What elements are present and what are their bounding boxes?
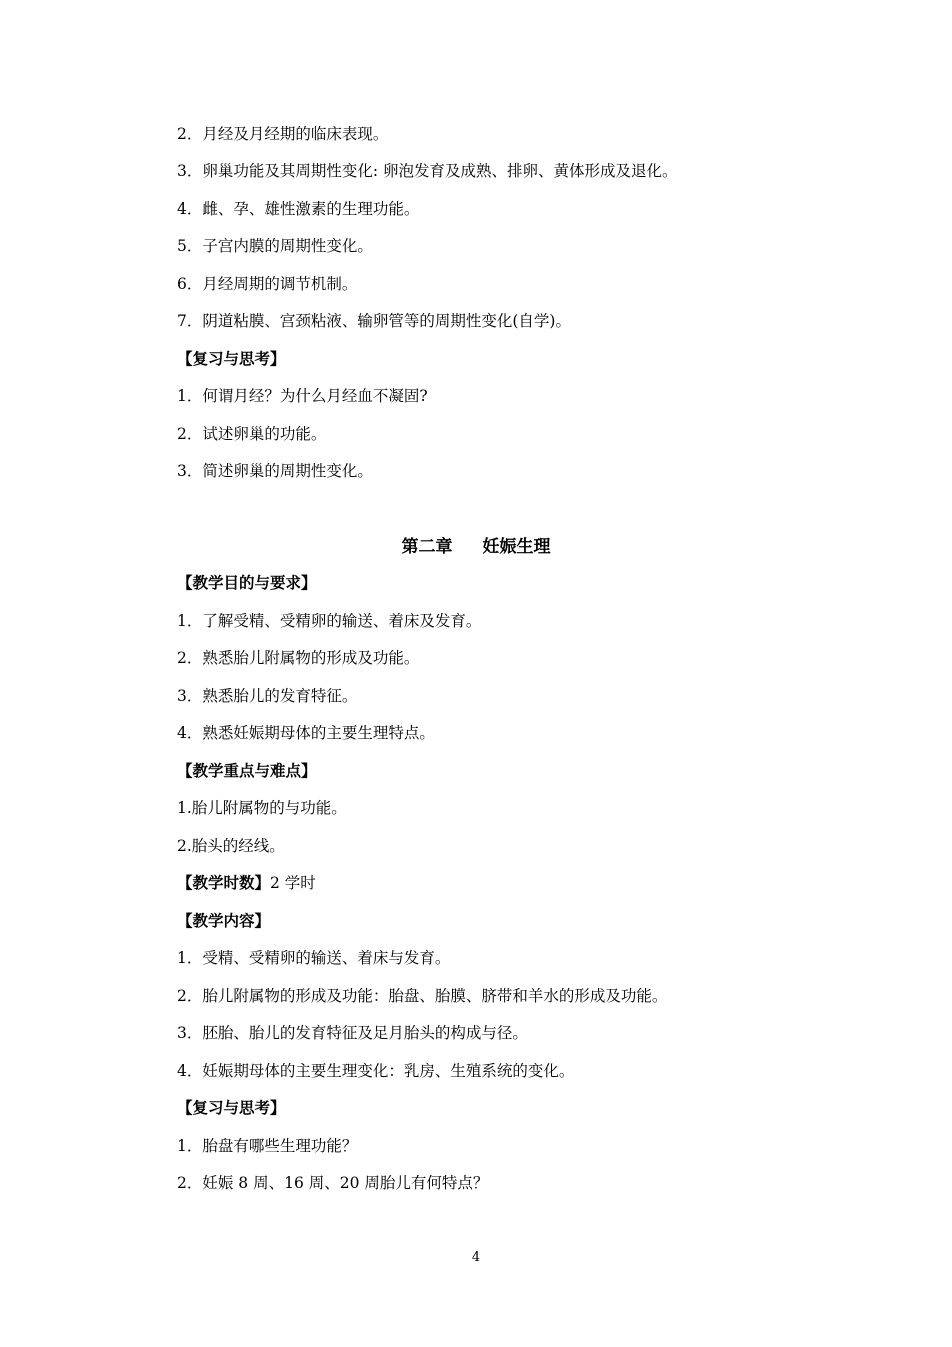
list-item: 3．胚胎、胎儿的发育特征及足月胎头的构成与径。 (177, 1024, 528, 1042)
objectives-heading: 【教学目的与要求】 (177, 573, 317, 592)
list-item: 2．胎儿附属物的形成及功能：胎盘、胎膜、脐带和羊水的形成及功能。 (177, 987, 668, 1005)
list-item: 3．简述卵巢的周期性变化。 (177, 462, 373, 480)
list-item: 3．卵巢功能及其周期性变化: 卵泡发育及成熟、排卵、黄体形成及退化。 (177, 162, 678, 180)
list-item: 7．阴道粘膜、宫颈粘液、输卵管等的周期性变化(自学)。 (177, 312, 571, 330)
content-heading: 【教学内容】 (177, 911, 271, 930)
list-item: 5．子宫内膜的周期性变化。 (177, 237, 373, 255)
chapter-title (0, 536, 952, 558)
review-heading: 【复习与思考】 (177, 1098, 286, 1117)
list-item: 4．雌、孕、雄性激素的生理功能。 (177, 200, 420, 218)
list-item: 2.胎头的经线。 (177, 837, 285, 855)
hours-heading: 【教学时数】 (177, 873, 271, 892)
list-item: 2．月经及月经期的临床表现。 (177, 125, 389, 143)
list-item: 1．了解受精、受精卵的输送、着床及发育。 (177, 612, 482, 630)
chapter-name: 妊娠生理 (482, 537, 551, 557)
list-item: 4．妊娠期母体的主要生理变化：乳房、生殖系统的变化。 (177, 1062, 575, 1080)
review-heading: 【复习与思考】 (177, 349, 286, 368)
list-item: 1.胎儿附属物的与功能。 (177, 799, 347, 817)
key-points-heading: 【教学重点与难点】 (177, 761, 317, 780)
page-number: 4 (471, 1250, 481, 1265)
list-item: 1．胎盘有哪些生理功能？ (177, 1137, 358, 1155)
list-item: 1．何谓月经？为什么月经血不凝固? (177, 387, 428, 405)
list-item: 4．熟悉妊娠期母体的主要生理特点。 (177, 724, 435, 742)
list-item: 1．受精、受精卵的输送、着床与发育。 (177, 949, 451, 967)
hours-value: 2 学时 (270, 874, 316, 892)
list-item: 2．试述卵巢的功能。 (177, 425, 327, 443)
list-item: 2．妊娠 8 周、16 周、20 周胎儿有何特点？ (177, 1174, 489, 1192)
teaching-hours (177, 873, 316, 893)
list-item: 3．熟悉胎儿的发育特征。 (177, 687, 358, 705)
chapter-number: 第二章 (401, 537, 453, 557)
list-item: 6．月经周期的调节机制。 (177, 275, 358, 293)
list-item: 2．熟悉胎儿附属物的形成及功能。 (177, 649, 420, 667)
